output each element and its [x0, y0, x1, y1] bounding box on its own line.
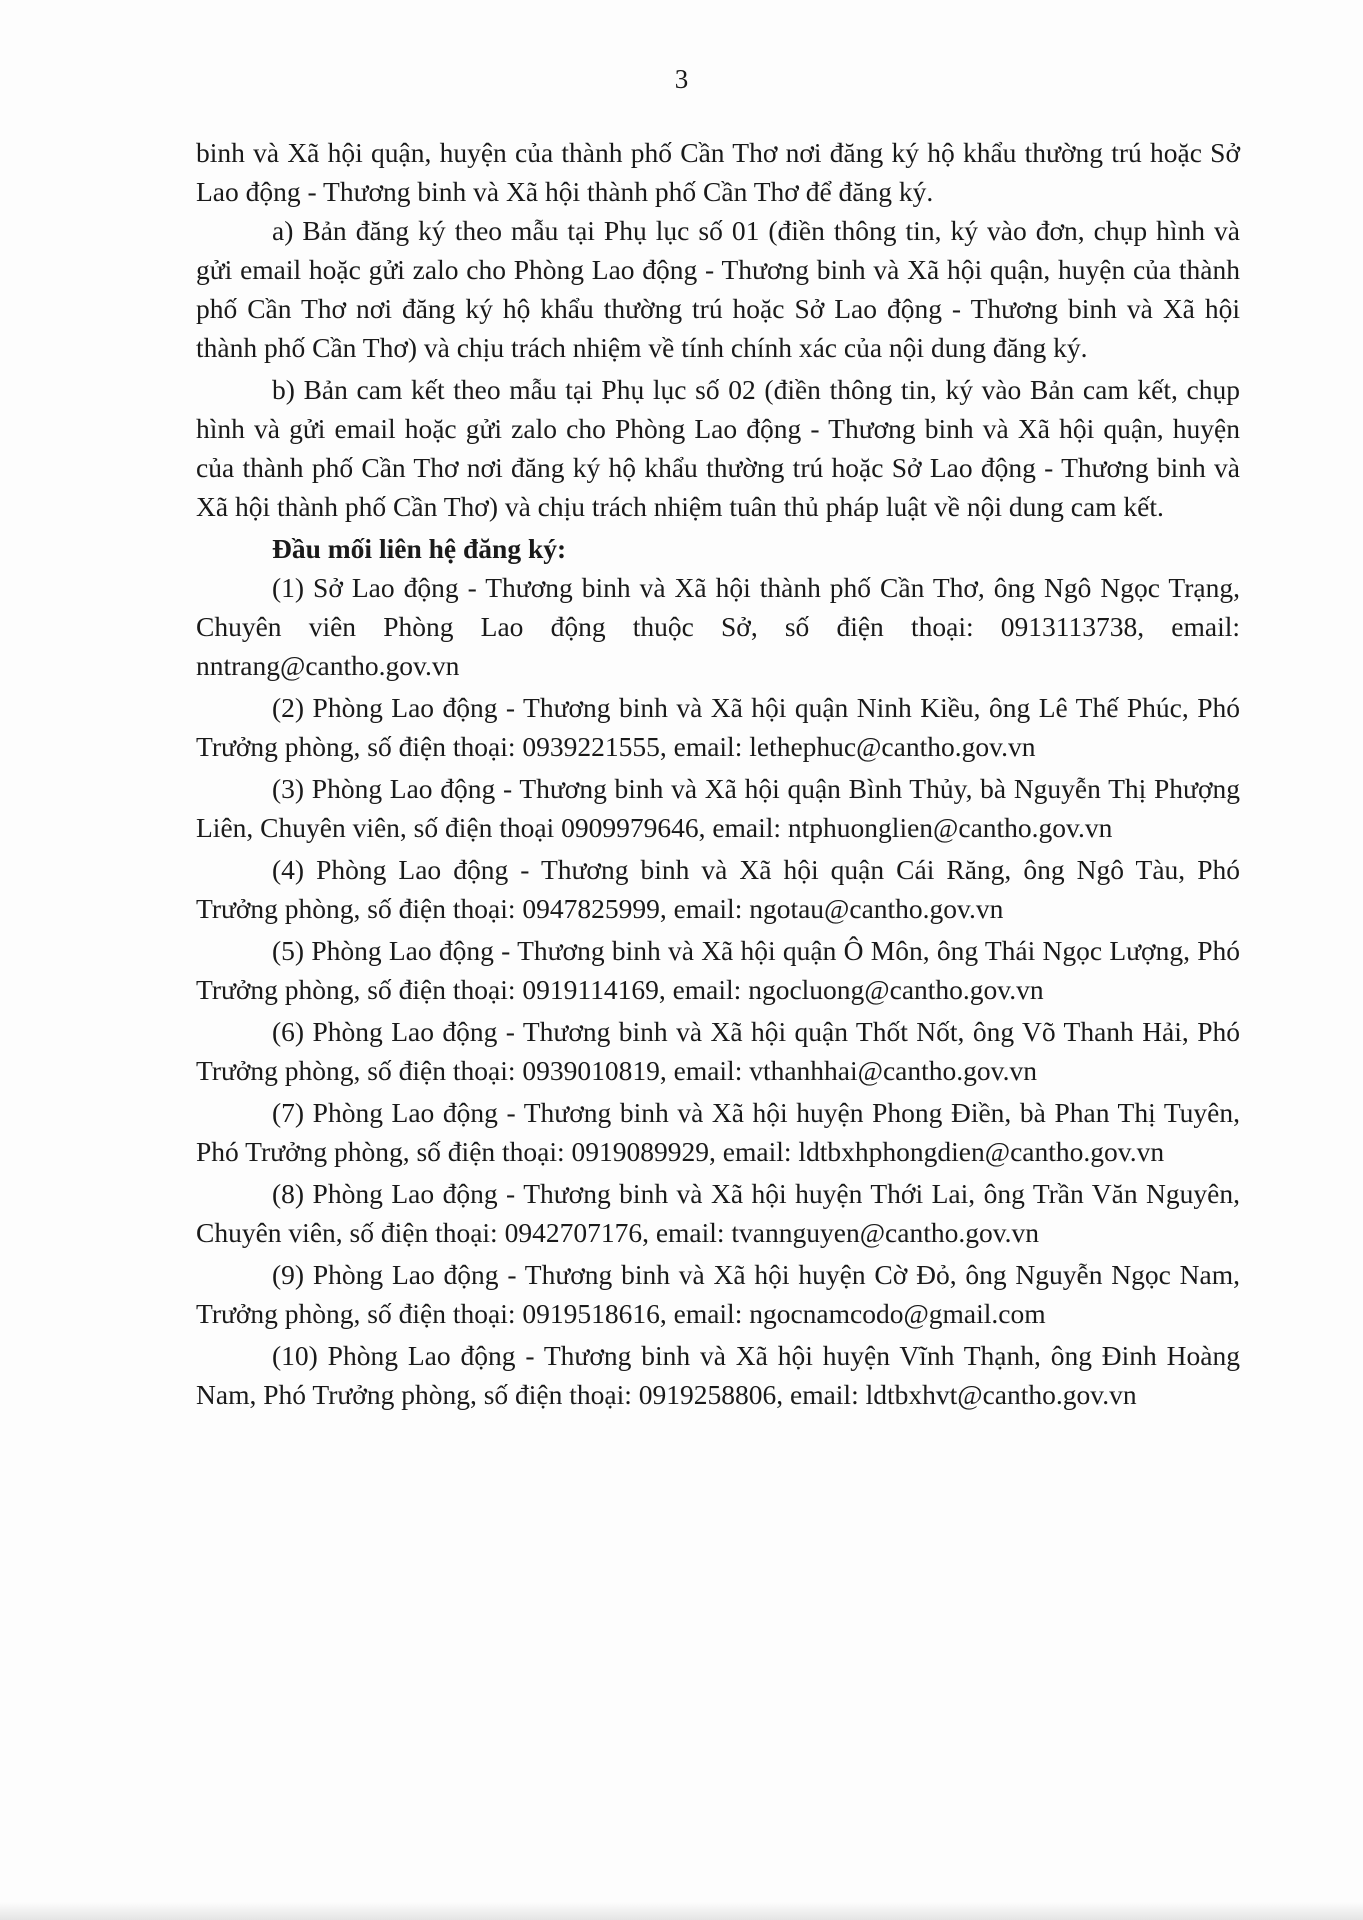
intro-paragraph: binh và Xã hội quận, huyện của thành phố Cần Thơ nơi đăng ký hộ khẩu thường trú hoặc Sở Lao động - Thương binh và Xã hội thành phố Cần Thơ để đăng ký.	[196, 137, 1240, 207]
contact-item: (7) Phòng Lao động - Thương binh và Xã hội huyện Phong Điền, bà Phan Thị Tuyên, Phó Trưởng phòng, số điện thoại: 0919089929, email: ldtbxhphongdien@cantho.gov.vn	[196, 1097, 1240, 1167]
contact-item: (1) Sở Lao động - Thương binh và Xã hội thành phố Cần Thơ, ông Ngô Ngọc Trạng, Chuyên viên Phòng Lao động thuộc Sở, số điện thoại: 0913113738, email: nntrang@cantho.gov.vn	[196, 572, 1240, 681]
contact-item: (10) Phòng Lao động - Thương binh và Xã hội huyện Vĩnh Thạnh, ông Đinh Hoàng Nam, Phó Trưởng phòng, số điện thoại: 0919258806, email: ldtbxhvt@cantho.gov.vn	[196, 1340, 1240, 1410]
item-a-paragraph: a) Bản đăng ký theo mẫu tại Phụ lục số 01 (điền thông tin, ký vào đơn, chụp hình và gửi email hoặc gửi zalo cho Phòng Lao động - Thương binh và Xã hội quận, huyện của thành phố Cần Thơ nơi đăng ký hộ khẩu thường trú hoặc Sở Lao động - Thương binh và Xã hội thành phố Cần Thơ) và chịu trách nhiệm về tính chính xác của nội dung đăng ký.	[196, 215, 1240, 363]
contact-item: (5) Phòng Lao động - Thương binh và Xã hội quận Ô Môn, ông Thái Ngọc Lượng, Phó Trưởng phòng, số điện thoại: 0919114169, email: ngocluong@cantho.gov.vn	[196, 935, 1240, 1005]
contact-item: (9) Phòng Lao động - Thương binh và Xã hội huyện Cờ Đỏ, ông Nguyễn Ngọc Nam, Trưởng phòng, số điện thoại: 0919518616, email: ngocnamcodo@gmail.com	[196, 1259, 1240, 1329]
scan-edge-shadow	[0, 1902, 1363, 1920]
contact-item: (6) Phòng Lao động - Thương binh và Xã hội quận Thốt Nốt, ông Võ Thanh Hải, Phó Trưởng phòng, số điện thoại: 0939010819, email: vthanhhai@cantho.gov.vn	[196, 1016, 1240, 1086]
page-number: 3	[674, 64, 689, 94]
item-b-paragraph: b) Bản cam kết theo mẫu tại Phụ lục số 02 (điền thông tin, ký vào Bản cam kết, chụp hình và gửi email hoặc gửi zalo cho Phòng Lao động - Thương binh và Xã hội quận, huyện của thành phố Cần Thơ nơi đăng ký hộ khẩu thường trú hoặc Sở Lao động - Thương binh và Xã hội thành phố Cần Thơ) và chịu trách nhiệm tuân thủ pháp luật về nội dung cam kết.	[196, 374, 1240, 522]
document-body	[196, 133, 1240, 1414]
contact-item: (4) Phòng Lao động - Thương binh và Xã hội quận Cái Răng, ông Ngô Tàu, Phó Trưởng phòng, số điện thoại: 0947825999, email: ngotau@cantho.gov.vn	[196, 854, 1240, 924]
contacts-heading: Đầu mối liên hệ đăng ký:	[272, 533, 567, 564]
contact-item: (8) Phòng Lao động - Thương binh và Xã hội huyện Thới Lai, ông Trần Văn Nguyên, Chuyên viên, số điện thoại: 0942707176, email: tvannguyen@cantho.gov.vn	[196, 1178, 1240, 1248]
contact-item: (2) Phòng Lao động - Thương binh và Xã hội quận Ninh Kiều, ông Lê Thế Phúc, Phó Trưởng phòng, số điện thoại: 0939221555, email: lethephuc@cantho.gov.vn	[196, 692, 1240, 762]
contact-item: (3) Phòng Lao động - Thương binh và Xã hội quận Bình Thủy, bà Nguyễn Thị Phượng Liên, Chuyên viên, số điện thoại 0909979646, email: ntphuonglien@cantho.gov.vn	[196, 773, 1240, 843]
